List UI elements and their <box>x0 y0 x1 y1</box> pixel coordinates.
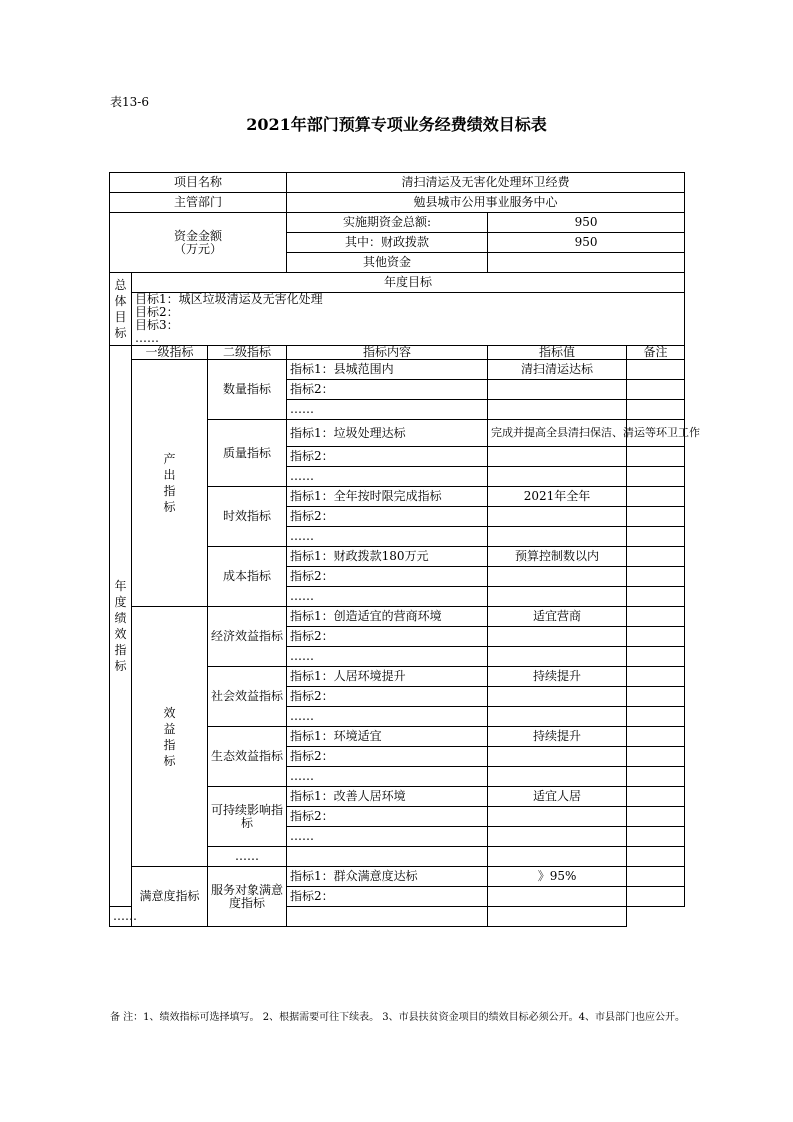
header-level2: 二级指标 <box>208 346 287 360</box>
indicator-value <box>488 507 627 527</box>
indicator-remark <box>627 687 685 707</box>
indicator-content: 指标2： <box>287 567 488 587</box>
indicator-content: 指标2： <box>287 747 488 767</box>
indicator-remark <box>627 827 685 847</box>
indicator-value: 持续提升 <box>488 667 627 687</box>
indicator-content: 指标1：县城范围内 <box>287 360 488 380</box>
indicator-value <box>488 400 627 420</box>
project-name-label: 项目名称 <box>110 173 287 193</box>
footnote: 备 注：1、绩效指标可选择填写。 2、根据需要可往下续表。 3、市县扶贫资金项目的绩效目标必须公开。4、市县部门也应公开。 <box>110 1012 685 1023</box>
indicator-remark <box>627 647 685 667</box>
group-label: 生态效益指标 <box>208 727 287 787</box>
indicator-value <box>488 847 627 867</box>
annual-goal-header-row <box>110 273 685 293</box>
indicator-value <box>488 887 627 907</box>
dept-value: 勉县城市公用事业服务中心 <box>287 193 685 213</box>
indicator-content: 指标2： <box>287 507 488 527</box>
group-label: 服务对象满意度指标 <box>208 867 287 927</box>
indicator-remark <box>627 567 685 587</box>
total-funds-label: 实施期资金总额: <box>287 213 488 233</box>
group-label: 社会效益指标 <box>208 667 287 727</box>
page-title: 2021年部门预算专项业务经费绩效目标表 <box>246 115 547 134</box>
other-funds-label: 其他资金 <box>287 253 488 273</box>
group-label: 时效指标 <box>208 487 287 547</box>
indicator-value <box>488 647 627 667</box>
indicator-content: …… <box>287 467 488 487</box>
header-value: 指标值 <box>488 346 627 360</box>
indicator-remark <box>627 400 685 420</box>
funds-total-row <box>110 213 685 233</box>
indicator-content: …… <box>287 767 488 787</box>
indicator-content: …… <box>287 587 488 607</box>
goal-item: 目标1：城区垃圾清运及无害化处理 <box>135 292 323 306</box>
indicator-remark <box>627 867 685 887</box>
goal-item: …… <box>135 331 159 345</box>
indicator-value <box>488 627 627 647</box>
indicator-content: …… <box>287 827 488 847</box>
project-name-value: 清扫清运及无害化处理环卫经费 <box>287 173 685 193</box>
total-funds-value: 950 <box>488 213 685 233</box>
indicator-remark <box>627 727 685 747</box>
indicator-value <box>488 687 627 707</box>
indicator-value: 完成并提高全县清扫保洁、清运等环卫工作 <box>488 420 627 447</box>
indicator-remark <box>627 607 685 627</box>
indicator-content: 指标1：垃圾处理达标 <box>287 420 488 447</box>
indicator-remark <box>627 847 685 867</box>
annual-goal-content-row <box>110 293 685 346</box>
indicator-content: 指标1：环境适宜 <box>287 727 488 747</box>
output-indicator-label: 产出指标 <box>132 360 208 607</box>
indicator-value <box>488 567 627 587</box>
other-funds-value <box>488 253 685 273</box>
indicator-remark <box>627 707 685 727</box>
indicator-value <box>488 747 627 767</box>
funds-label: 资金金额 <box>174 228 223 243</box>
indicator-content: …… <box>287 707 488 727</box>
indicator-content: 指标2： <box>287 447 488 467</box>
dept-row <box>110 193 685 213</box>
goal-item: 目标2： <box>135 305 179 319</box>
benefit-ellipsis: …… <box>208 847 287 867</box>
indicator-content: …… <box>287 647 488 667</box>
indicator-value <box>488 467 627 487</box>
header-remark: 备注 <box>627 346 685 360</box>
indicator-value: 》95% <box>488 867 627 887</box>
indicator-content: 指标1：创造适宜的营商环境 <box>287 607 488 627</box>
benefit-indicator-label: 效益指标 <box>132 607 208 867</box>
indicator-content: 指标2： <box>287 627 488 647</box>
indicator-value: 适宜营商 <box>488 607 627 627</box>
indicator-content: 指标1：群众满意度达标 <box>287 867 488 887</box>
indicator-remark <box>627 887 685 907</box>
indicator-value: 适宜人居 <box>488 787 627 807</box>
indicator-value <box>488 707 627 727</box>
header-level1: 一级指标 <box>132 346 208 360</box>
indicator-content: …… <box>287 400 488 420</box>
indicator-content: 指标2： <box>287 687 488 707</box>
indicator-value: 2021年全年 <box>488 487 627 507</box>
group-label: 质量指标 <box>208 420 287 487</box>
indicator-remark <box>627 747 685 767</box>
indicator-content: 指标1：改善人居环境 <box>287 787 488 807</box>
indicator-content <box>287 847 488 867</box>
annual-goal-list <box>132 293 685 346</box>
indicator-value: 预算控制数以内 <box>488 547 627 567</box>
indicator-content: 指标2： <box>287 807 488 827</box>
indicator-value: 持续提升 <box>488 727 627 747</box>
group-label: 可持续影响指标 <box>208 787 287 847</box>
indicator-content: …… <box>110 907 132 927</box>
performance-target-table <box>109 172 701 927</box>
indicator-remark <box>627 527 685 547</box>
indicator-remark <box>627 360 685 380</box>
overall-goal-side-label: 总体目标 <box>110 273 132 346</box>
dept-label: 主管部门 <box>110 193 287 213</box>
fiscal-funds-value: 950 <box>488 233 685 253</box>
indicator-value <box>488 380 627 400</box>
indicator-value <box>488 767 627 787</box>
indicator-value: 清扫清运达标 <box>488 360 627 380</box>
annual-indicator-side-label: 年度绩效指标 <box>110 346 132 907</box>
satisfaction-indicator-label: 满意度指标 <box>132 867 208 927</box>
group-label: 成本指标 <box>208 547 287 607</box>
indicator-value <box>488 587 627 607</box>
table-code: 表13-6 <box>110 95 149 109</box>
indicator-remark <box>627 507 685 527</box>
indicator-header-row <box>110 346 685 360</box>
indicator-remark <box>627 467 685 487</box>
indicator-remark <box>627 447 685 467</box>
group-label: 经济效益指标 <box>208 607 287 667</box>
indicator-content: 指标2： <box>287 887 488 907</box>
annual-goal-header: 年度目标 <box>132 273 685 293</box>
indicator-value <box>287 907 488 927</box>
indicator-remark <box>627 380 685 400</box>
indicator-remark <box>627 587 685 607</box>
indicator-content: 指标1：全年按时限完成指标 <box>287 487 488 507</box>
indicator-content: 指标2： <box>287 380 488 400</box>
funds-unit: （万元） <box>174 241 223 256</box>
table-row <box>110 360 685 380</box>
indicator-value <box>488 827 627 847</box>
fiscal-funds-label: 其中：财政拨款 <box>287 233 488 253</box>
indicator-remark <box>627 627 685 647</box>
project-name-row <box>110 173 685 193</box>
table-row <box>110 867 685 887</box>
indicator-content: 指标1：人居环境提升 <box>287 667 488 687</box>
indicator-remark <box>627 807 685 827</box>
funds-label-cell <box>110 213 287 273</box>
group-label: 数量指标 <box>208 360 287 420</box>
indicator-value <box>488 527 627 547</box>
indicator-remark <box>627 767 685 787</box>
indicator-value <box>488 807 627 827</box>
indicator-content: …… <box>287 527 488 547</box>
indicator-remark <box>488 907 627 927</box>
indicator-remark <box>627 547 685 567</box>
goal-item: 目标3： <box>135 318 179 332</box>
indicator-remark <box>627 787 685 807</box>
indicator-remark <box>627 667 685 687</box>
table-row <box>110 607 685 627</box>
indicator-value <box>488 447 627 467</box>
header-content: 指标内容 <box>287 346 488 360</box>
indicator-content: 指标1：财政拨款180万元 <box>287 547 488 567</box>
indicator-remark <box>627 487 685 507</box>
